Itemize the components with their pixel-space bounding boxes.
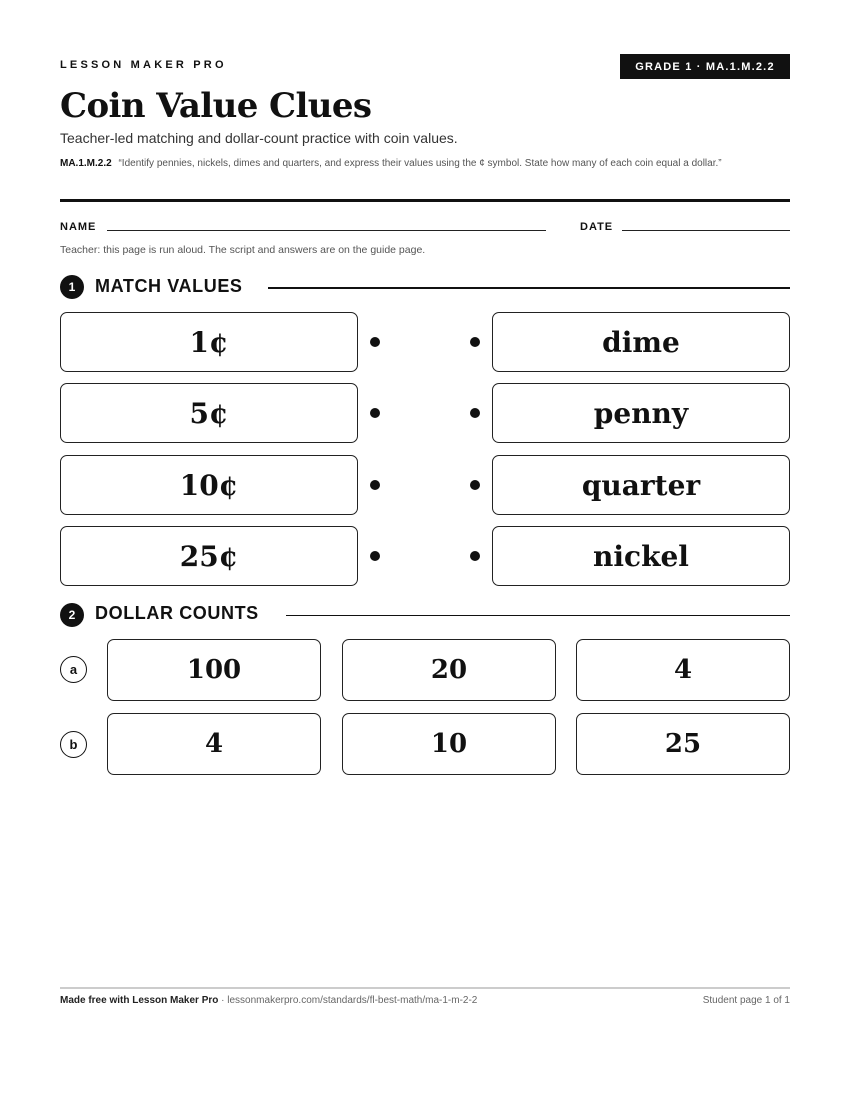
footer-divider <box>60 987 790 989</box>
grade-badge: GRADE 1 · MA.1.M.2.2 <box>620 54 790 79</box>
match-value-card: 25¢ <box>60 526 358 586</box>
brand-name: LESSON MAKER PRO <box>60 59 227 71</box>
dollar-count-card[interactable]: 100 <box>107 639 321 701</box>
match-coin-card: nickel <box>492 526 790 586</box>
match-value-card: 10¢ <box>60 455 358 515</box>
match-coin-card: penny <box>492 383 790 443</box>
match-right-dot[interactable] <box>470 551 480 561</box>
page-number: Student page 1 of 1 <box>702 995 790 1006</box>
dollar-count-card[interactable]: 20 <box>342 639 556 701</box>
date-field-line[interactable] <box>622 230 790 231</box>
row-letter-a: a <box>60 656 87 683</box>
footer-credit <box>60 995 477 1006</box>
section-2-title: DOLLAR COUNTS <box>95 603 259 623</box>
standard-text: “Identify pennies, nickels, dimes and quarters, and express their values using the ¢ symbol. State how many of each coin equal a dollar.” <box>118 158 722 169</box>
standard-code: MA.1.M.2.2 <box>60 158 112 169</box>
match-left-dot[interactable] <box>370 480 380 490</box>
match-coin-card: dime <box>492 312 790 372</box>
row-letter-b: b <box>60 731 87 758</box>
match-left-dot[interactable] <box>370 337 380 347</box>
match-value-card: 1¢ <box>60 312 358 372</box>
date-label: DATE <box>580 221 614 233</box>
section-1-number: 1 <box>60 275 84 299</box>
dollar-count-card[interactable]: 10 <box>342 713 556 775</box>
page-subtitle: Teacher-led matching and dollar-count practice with coin values. <box>60 130 458 146</box>
section-1-title: MATCH VALUES <box>95 276 243 296</box>
match-left-dot[interactable] <box>370 408 380 418</box>
name-label: NAME <box>60 221 97 233</box>
match-left-dot[interactable] <box>370 551 380 561</box>
footer-brand: Made free with Lesson Maker Pro <box>60 995 219 1006</box>
match-right-dot[interactable] <box>470 408 480 418</box>
section-1-rule <box>268 287 790 289</box>
standard-description <box>60 156 790 172</box>
dollar-count-card[interactable]: 4 <box>107 713 321 775</box>
match-value-card: 5¢ <box>60 383 358 443</box>
section-2-rule <box>286 615 790 616</box>
footer-url[interactable]: · lessonmakerpro.com/standards/fl-best-math/ma-1-m-2-2 <box>218 995 478 1006</box>
match-right-dot[interactable] <box>470 337 480 347</box>
section-2-number: 2 <box>60 603 84 627</box>
page-title: Coin Value Clues <box>60 86 372 126</box>
teacher-note: Teacher: this page is run aloud. The script and answers are on the guide page. <box>60 244 426 256</box>
header-divider <box>60 199 790 202</box>
dollar-count-card[interactable]: 25 <box>576 713 790 775</box>
match-right-dot[interactable] <box>470 480 480 490</box>
name-field-line[interactable] <box>107 230 546 231</box>
match-coin-card: quarter <box>492 455 790 515</box>
dollar-count-card[interactable]: 4 <box>576 639 790 701</box>
